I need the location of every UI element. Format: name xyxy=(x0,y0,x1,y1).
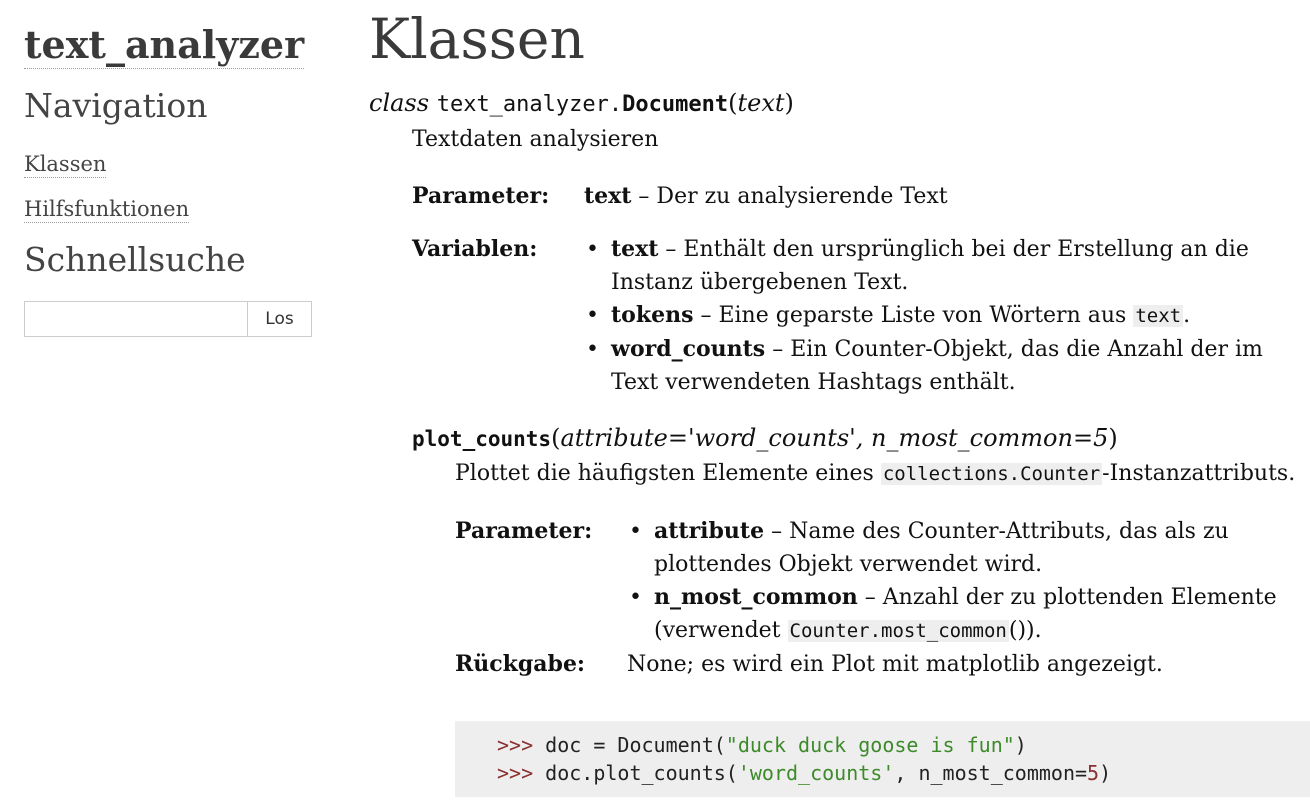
code-example xyxy=(455,721,1310,797)
code-line xyxy=(497,731,1310,759)
search-button[interactable]: Los xyxy=(247,301,312,337)
inline-code: collections.Counter xyxy=(882,463,1101,485)
method-name: plot_counts xyxy=(412,427,552,451)
list-item xyxy=(584,333,1309,399)
method-params-field xyxy=(455,515,1309,648)
param-name: text xyxy=(584,183,632,209)
inline-code: Counter.most_common xyxy=(789,620,1007,642)
list-item xyxy=(584,233,1309,299)
nav-link-hilfsfunktionen[interactable]: Hilfsfunktionen xyxy=(24,197,190,221)
method-description xyxy=(455,457,1309,491)
code-string: "duck duck goose is fun" xyxy=(725,733,1015,757)
class-body xyxy=(412,123,1309,797)
class-paren-close: ) xyxy=(784,89,794,117)
list-item xyxy=(584,299,1309,333)
search-input[interactable] xyxy=(24,301,247,337)
class-name: Document xyxy=(622,92,729,117)
class-paren-open: ( xyxy=(728,89,738,117)
class-param: text xyxy=(737,89,785,117)
navigation-heading: Navigation xyxy=(24,86,208,125)
code-text: doc.plot_counts( xyxy=(545,761,738,785)
method-body xyxy=(455,457,1309,797)
param-name: n_most_common xyxy=(654,584,858,610)
class-keyword: class xyxy=(369,89,430,117)
var-desc: – Eine geparste Liste von Wörtern aus xyxy=(693,303,1134,328)
code-text: ) xyxy=(1099,761,1112,785)
param-desc: – Anzahl der zu plottenden Elemente (verwendet xyxy=(654,585,1277,643)
brand-link[interactable]: text_analyzer xyxy=(24,22,305,67)
returns-text: None; es wird ein Plot mit matplotlib angezeigt. xyxy=(627,652,1163,677)
method-desc-after: -Instanzattributs. xyxy=(1102,461,1296,486)
code-text: , n_most_common= xyxy=(894,761,1088,785)
method-signature xyxy=(412,421,1309,456)
list-item xyxy=(627,581,1309,648)
list-item xyxy=(627,515,1309,581)
method-returns-field xyxy=(455,648,1309,681)
code-text: ) xyxy=(1014,733,1027,757)
class-module: text_analyzer. xyxy=(436,92,623,117)
param-name: attribute xyxy=(654,518,765,544)
method-paren-close: ) xyxy=(1108,424,1118,452)
method-args: attribute='word_counts', n_most_common=5 xyxy=(560,424,1109,452)
method-desc-text: Plottet die häufigsten Elemente eines xyxy=(455,461,881,486)
method-plot-counts xyxy=(412,421,1309,797)
class-params-label: Parameter: xyxy=(412,183,550,209)
var-name: text xyxy=(611,236,659,262)
main-content xyxy=(369,0,1309,797)
var-desc: – Enthält den ursprünglich bei der Erstellung an die Instanz übergebenen Text. xyxy=(611,237,1249,295)
quick-search-heading: Schnellsuche xyxy=(24,240,246,279)
search-form xyxy=(24,301,316,337)
returns-label: Rückgabe: xyxy=(455,651,586,677)
sidebar xyxy=(24,22,316,337)
var-desc-after: . xyxy=(1183,303,1191,328)
class-signature xyxy=(369,86,1309,122)
code-line xyxy=(497,759,1310,787)
page-title: Klassen xyxy=(369,7,585,71)
class-description: Textdaten analysieren xyxy=(412,127,659,152)
param-desc: – Der zu analysierende Text xyxy=(631,184,948,209)
class-vars-field xyxy=(412,233,1309,399)
var-desc: – Ein Counter-Objekt, das die Anzahl der im Text verwendeten Hashtags enthält. xyxy=(611,337,1263,395)
method-params-label: Parameter: xyxy=(455,518,593,544)
nav-links xyxy=(24,133,316,223)
param-desc: – Name des Counter-Attributs, das als zu plottendes Objekt verwendet wird. xyxy=(654,519,1229,577)
code-text: doc = Document( xyxy=(545,733,726,757)
code-string: 'word_counts' xyxy=(737,761,895,785)
nav-link-klassen[interactable]: Klassen xyxy=(24,152,107,176)
class-params-field xyxy=(412,180,1309,213)
method-paren-open: ( xyxy=(551,424,561,452)
code-number: 5 xyxy=(1087,761,1100,785)
code-prompt: >>> xyxy=(497,761,546,785)
class-vars-label: Variablen: xyxy=(412,236,538,262)
inline-code: text xyxy=(1135,305,1182,327)
var-name: tokens xyxy=(611,302,694,328)
param-desc-after: ()). xyxy=(1008,618,1042,643)
var-name: word_counts xyxy=(611,336,766,362)
code-prompt: >>> xyxy=(497,733,546,757)
